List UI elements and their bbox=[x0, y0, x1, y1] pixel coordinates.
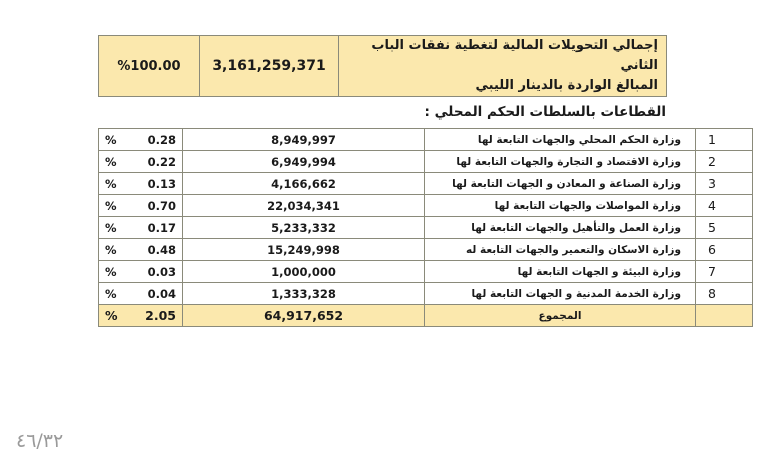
total-percent: 2.05 bbox=[145, 308, 176, 323]
row-sector-name: وزارة الخدمة المدنية و الجهات التابعة لها bbox=[425, 283, 696, 305]
table-row bbox=[99, 129, 753, 151]
row-sector-name: وزارة العمل والتأهيل والجهات التابعة لها bbox=[425, 217, 696, 239]
table-row bbox=[99, 195, 753, 217]
row-percent: 0.17 bbox=[147, 220, 176, 235]
sectors-table bbox=[98, 128, 753, 327]
summary-amount: 3,161,259,371 bbox=[200, 36, 339, 97]
total-amount: 64,917,652 bbox=[183, 305, 425, 327]
row-percent-cell bbox=[99, 217, 183, 239]
row-amount: 5,233,332 bbox=[183, 217, 425, 239]
row-percent-sign: % bbox=[105, 176, 117, 191]
total-label: المجموع bbox=[425, 305, 696, 327]
row-percent-cell bbox=[99, 239, 183, 261]
row-percent-cell bbox=[99, 195, 183, 217]
row-number: 2 bbox=[696, 151, 753, 173]
row-amount: 8,949,997 bbox=[183, 129, 425, 151]
row-percent-cell bbox=[99, 173, 183, 195]
row-percent-sign: % bbox=[105, 220, 117, 235]
total-num-cell bbox=[696, 305, 753, 327]
sectors-table-body bbox=[99, 129, 753, 305]
row-percent: 0.04 bbox=[147, 286, 176, 301]
table-row bbox=[99, 261, 753, 283]
row-percent-sign: % bbox=[105, 264, 117, 279]
row-percent-sign: % bbox=[105, 242, 117, 257]
row-percent-cell bbox=[99, 129, 183, 151]
row-number: 7 bbox=[696, 261, 753, 283]
row-percent-sign: % bbox=[105, 198, 117, 213]
row-sector-name: وزارة الاسكان والتعمير والجهات التابعة له bbox=[425, 239, 696, 261]
summary-description-line1: إجمالي التحويلات المالية لتغطية نفقات الباب الثاني bbox=[371, 38, 658, 73]
table-row bbox=[99, 173, 753, 195]
row-percent: 0.13 bbox=[147, 176, 176, 191]
summary-percent: %100.00 bbox=[99, 36, 200, 97]
row-percent: 0.70 bbox=[147, 198, 176, 213]
row-amount: 4,166,662 bbox=[183, 173, 425, 195]
summary-row bbox=[99, 36, 667, 97]
row-percent: 0.03 bbox=[147, 264, 176, 279]
summary-description bbox=[339, 36, 667, 97]
row-percent: 0.22 bbox=[147, 154, 176, 169]
row-percent-sign: % bbox=[105, 132, 117, 147]
row-number: 4 bbox=[696, 195, 753, 217]
total-percent-cell bbox=[99, 305, 183, 327]
row-amount: 15,249,998 bbox=[183, 239, 425, 261]
row-percent: 0.28 bbox=[147, 132, 176, 147]
total-percent-sign: % bbox=[105, 308, 118, 323]
row-percent: 0.48 bbox=[147, 242, 176, 257]
table-row bbox=[99, 217, 753, 239]
row-sector-name: وزارة المواصلات والجهات التابعة لها bbox=[425, 195, 696, 217]
row-percent-cell bbox=[99, 283, 183, 305]
row-percent-sign: % bbox=[105, 286, 117, 301]
row-number: 3 bbox=[696, 173, 753, 195]
row-number: 8 bbox=[696, 283, 753, 305]
section-title: القطاعات بالسلطات الحكم المحلي : bbox=[424, 104, 666, 120]
table-row bbox=[99, 283, 753, 305]
row-amount: 1,000,000 bbox=[183, 261, 425, 283]
row-amount: 22,034,341 bbox=[183, 195, 425, 217]
summary-table bbox=[98, 35, 667, 97]
row-amount: 6,949,994 bbox=[183, 151, 425, 173]
table-row bbox=[99, 151, 753, 173]
page-number: ٤٦/٣٢ bbox=[16, 430, 64, 452]
row-amount: 1,333,328 bbox=[183, 283, 425, 305]
row-sector-name: وزارة الحكم المحلي والجهات التابعة لها bbox=[425, 129, 696, 151]
total-row bbox=[99, 305, 753, 327]
row-number: 5 bbox=[696, 217, 753, 239]
row-percent-cell bbox=[99, 261, 183, 283]
row-percent-sign: % bbox=[105, 154, 117, 169]
row-sector-name: وزارة الاقتصاد و التجارة والجهات التابعة لها bbox=[425, 151, 696, 173]
row-number: 6 bbox=[696, 239, 753, 261]
row-percent-cell bbox=[99, 151, 183, 173]
summary-description-line2: المبالغ الواردة بالدينار الليبي bbox=[475, 78, 658, 93]
row-number: 1 bbox=[696, 129, 753, 151]
table-row bbox=[99, 239, 753, 261]
row-sector-name: وزارة الصناعة و المعادن و الجهات التابعة لها bbox=[425, 173, 696, 195]
row-sector-name: وزارة البيئة و الجهات التابعة لها bbox=[425, 261, 696, 283]
